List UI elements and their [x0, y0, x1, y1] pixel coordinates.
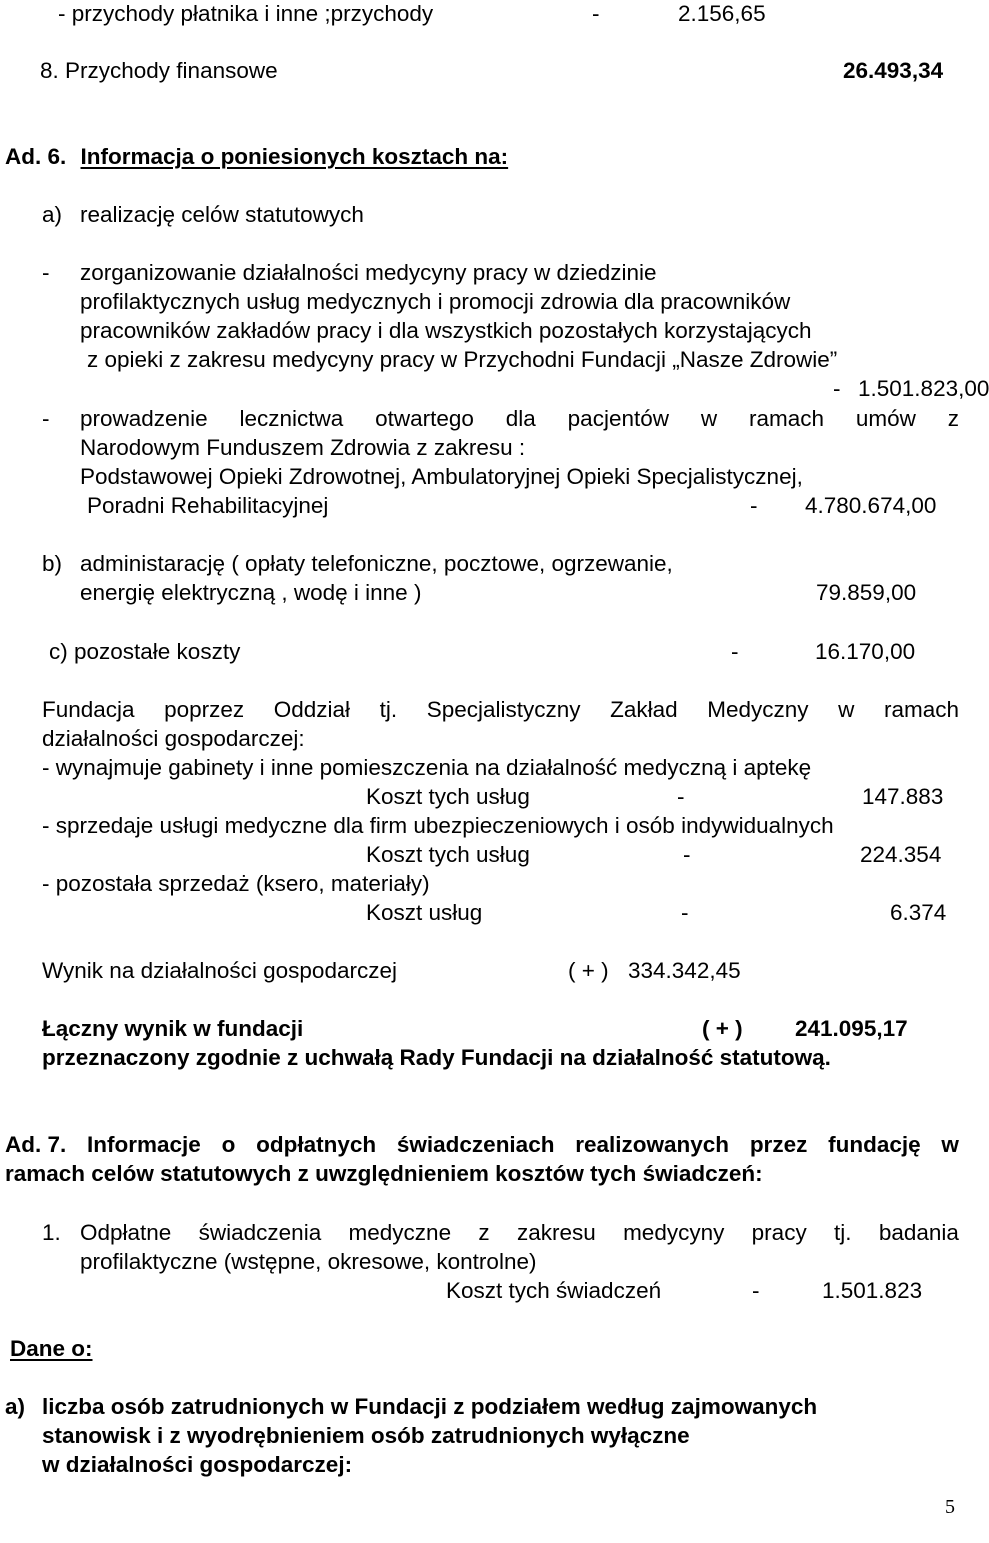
- fundacja-line2: działalności gospodarczej:: [42, 726, 305, 751]
- dane-a-line1: liczba osób zatrudnionych w Fundacji z podziałem według zajmowanych: [42, 1394, 818, 1419]
- ad6-c-dash: -: [731, 639, 739, 664]
- laczny-sign: ( + ): [702, 1016, 743, 1041]
- page-number: 5: [945, 1496, 955, 1518]
- word: medyczne: [348, 1220, 452, 1245]
- word: lecznictwa: [239, 406, 344, 431]
- ad6-a-label: a): [42, 202, 63, 227]
- ad7-dash: -: [752, 1278, 760, 1303]
- word: o: [221, 1132, 236, 1157]
- item1-line4: z opieki z zakresu medycyny pracy w Przychodni Fundacji „Nasze Zdrowie”: [87, 347, 838, 372]
- ad6-b-line1: administarację ( opłaty telefoniczne, pocztowe, ogrzewanie,: [80, 551, 673, 576]
- fundacja-item2-text: - sprzedaje usługi medyczne dla firm ubezpieczeniowych i osób indywidualnych: [42, 813, 834, 838]
- fundacja-item2-value: 224.354: [860, 842, 942, 867]
- dane-heading: Dane o:: [10, 1336, 93, 1361]
- wynik-value: 334.342,45: [628, 958, 741, 983]
- item1-dash: -: [42, 260, 50, 285]
- word: tj.: [834, 1220, 852, 1245]
- word: ramach: [883, 697, 959, 722]
- fundacja-item3-text: - pozostała sprzedaż (ksero, materiały): [42, 871, 430, 896]
- word: Zakład: [610, 697, 678, 722]
- ad6-prefix: Ad. 6.: [5, 144, 67, 169]
- item2-value: 4.780.674,00: [805, 493, 937, 518]
- word: Fundacja: [42, 697, 135, 722]
- ad6-b-label: b): [42, 551, 63, 576]
- ad6-title: Informacja o poniesionych kosztach na:: [80, 144, 509, 169]
- fundacja-item3-cost-label: Koszt usług: [366, 900, 483, 925]
- fundacja-item2-dash: -: [683, 842, 691, 867]
- dane-a-label: a): [5, 1394, 26, 1419]
- fundacja-item2-cost-label: Koszt tych usług: [366, 842, 530, 867]
- word: poprzez: [164, 697, 245, 722]
- fundacja-item1-cost-label: Koszt tych usług: [366, 784, 530, 809]
- ad6-b-line2: energię elektryczną , wodę i inne ): [80, 580, 422, 605]
- ad7-item-line1: [80, 1222, 959, 1245]
- fundacja-item1-value: 147.883: [862, 784, 944, 809]
- item1-line3: pracowników zakładów pracy i dla wszystkich pozostałych korzystających: [80, 318, 812, 343]
- wynik-label: Wynik na działalności gospodarczej: [42, 958, 397, 983]
- word: Informacje: [87, 1132, 201, 1157]
- word: fundację: [828, 1132, 921, 1157]
- income-payer-value: 2.156,65: [678, 1, 766, 26]
- financial-income-value: 26.493,34: [843, 58, 944, 83]
- laczny-label: Łączny wynik w fundacji: [42, 1016, 304, 1041]
- dane-a-line3: w działalności gospodarczej:: [42, 1452, 353, 1477]
- word: pacjentów: [567, 406, 669, 431]
- word: pracy: [751, 1220, 807, 1245]
- item2-line4: Poradni Rehabilitacyjnej: [87, 493, 329, 518]
- ad6-c-label: c) pozostałe koszty: [49, 639, 241, 664]
- fundacja-item1-dash: -: [677, 784, 685, 809]
- word: umów: [855, 406, 916, 431]
- item2-line3: Podstawowej Opieki Zdrowotnej, Ambulatoryjnej Opieki Specjalistycznej,: [80, 464, 803, 489]
- ad6-heading: [5, 146, 508, 169]
- word: przez: [749, 1132, 808, 1157]
- fundacja-item3-value: 6.374: [890, 900, 947, 925]
- word: badania: [878, 1220, 959, 1245]
- income-payer-dash: -: [592, 1, 600, 26]
- item2-line2: Narodowym Funduszem Zdrowia z zakresu :: [80, 435, 526, 460]
- ad7-item-num: 1.: [42, 1220, 61, 1245]
- fundacja-item3-dash: -: [681, 900, 689, 925]
- word: w: [700, 406, 718, 431]
- word: świadczenia: [198, 1220, 322, 1245]
- word: zakresu: [516, 1220, 596, 1245]
- word: medycyny: [623, 1220, 725, 1245]
- item2-dash-value: -: [750, 493, 758, 518]
- fundacja-line1: [42, 699, 959, 722]
- item1-line1: zorganizowanie działalności medycyny pracy w dziedzinie: [80, 260, 657, 285]
- word: Specjalistyczny: [426, 697, 581, 722]
- ad7-cost-label: Koszt tych świadczeń: [446, 1278, 662, 1303]
- ad6-a-text: realizację celów statutowych: [80, 202, 364, 227]
- fundacja-item1-text: - wynajmuje gabinety i inne pomieszczenia na działalność medyczną i aptekę: [42, 755, 812, 780]
- laczny-value: 241.095,17: [795, 1016, 908, 1041]
- word: otwartego: [375, 406, 474, 431]
- word: dla: [505, 406, 536, 431]
- word: ramach: [748, 406, 824, 431]
- word: w: [941, 1132, 959, 1157]
- item1-line2: profilaktycznych usług medycznych i promocji zdrowia dla pracowników: [80, 289, 791, 314]
- word: z: [478, 1220, 490, 1245]
- word: odpłatnych: [256, 1132, 377, 1157]
- income-payer-label: - przychody płatnika i inne ;przychody: [58, 1, 434, 26]
- ad7-value: 1.501.823: [822, 1278, 923, 1303]
- ad6-b-value: 79.859,00: [816, 580, 917, 605]
- word: z: [947, 406, 959, 431]
- ad7-prefix: Ad. 7.: [5, 1132, 67, 1157]
- word: tj.: [379, 697, 398, 722]
- word: prowadzenie: [80, 406, 208, 431]
- word: świadczeniach: [396, 1132, 555, 1157]
- laczny-line2: przeznaczony zgodnie z uchwałą Rady Fundacji na działalność statutową.: [42, 1045, 831, 1070]
- ad6-c-value: 16.170,00: [815, 639, 916, 664]
- ad7-item-line2: profilaktyczne (wstępne, okresowe, kontrolne): [80, 1249, 537, 1274]
- wynik-sign: ( + ): [568, 958, 609, 983]
- word: w: [838, 697, 855, 722]
- word: Oddział: [273, 697, 351, 722]
- ad7-line2: ramach celów statutowych z uwzględnieniem kosztów tych świadczeń:: [5, 1161, 763, 1186]
- word: realizowanych: [575, 1132, 730, 1157]
- item2-dash: -: [42, 406, 50, 431]
- ad7-line1: [5, 1134, 959, 1157]
- word: Medyczny: [707, 697, 809, 722]
- dane-a-line2: stanowisk i z wyodrębnieniem osób zatrudnionych wyłączne: [42, 1423, 690, 1448]
- item1-dash-value: -: [833, 376, 841, 401]
- word: Odpłatne: [80, 1220, 172, 1245]
- item2-line1: [80, 408, 959, 431]
- financial-income-label: 8. Przychody finansowe: [40, 58, 278, 83]
- income-line-payer: [58, 3, 433, 26]
- item1-value: 1.501.823,00: [858, 376, 989, 401]
